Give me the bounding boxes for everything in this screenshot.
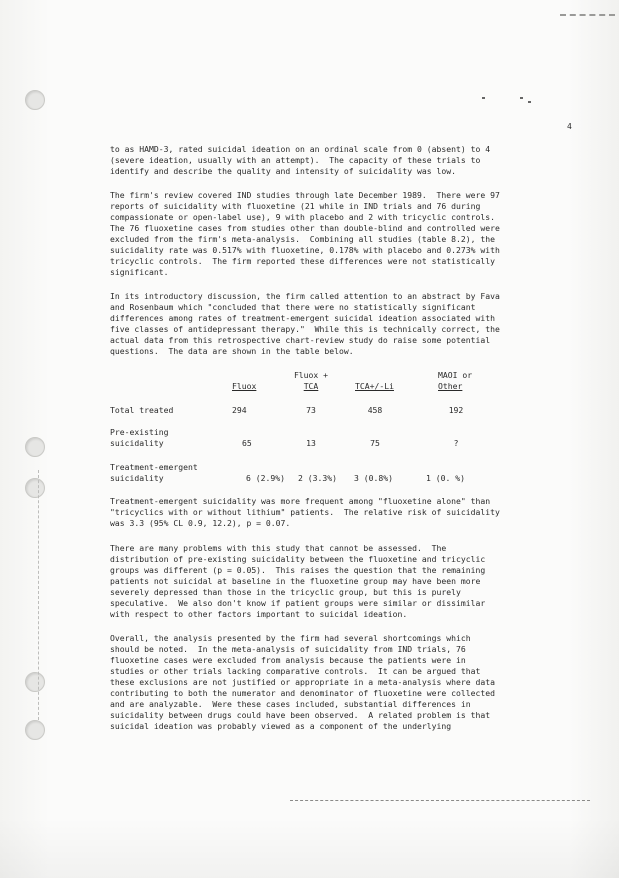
col-header-tca-li: TCA+/-Li: [355, 381, 394, 391]
row-label: Pre-existing: [110, 427, 169, 437]
paragraph: Treatment-emergent suicidality was more frequent among "fluoxetine alone" than "tricyclics with or without lithium" patients. The relative risk of suicidality was 3.3 (95% CL 0.9, 12.2), p = 0.07.: [110, 496, 500, 528]
table-cell: 458: [367, 405, 383, 415]
scan-speck: [482, 97, 485, 99]
punch-hole: [25, 478, 45, 498]
row-label: suicidality: [110, 473, 164, 483]
paragraph: Overall, the analysis presented by the firm had several shortcomings which should be noted. In the meta-analysis of suicidality from IND trials, 76 fluoxetine cases were excluded from analysis because the patients were in studies or other trials lacking comparative controls. It can be argued that these exclusions are not justified or appropriate in a meta-analysis where data contributing to both the numerator and denominator of fluoxetine were collected and are analyzable. Were these cases included, substantial differences in suicidality between drugs could have been observed. A related problem is that suicidal ideation was probably viewed as a component of the underlying: [110, 633, 495, 731]
col-header-maoi: MAOI or: [438, 370, 473, 380]
punch-hole: [25, 672, 45, 692]
table-cell: 192: [448, 405, 464, 415]
table-cell: 2 (3.3%): [298, 473, 337, 483]
table-cell: 13: [306, 438, 316, 448]
table-cell: 6 (2.9%): [246, 473, 285, 483]
table-cell: 294: [232, 405, 247, 415]
row-label: Total treated: [110, 405, 174, 415]
paragraph: In its introductory discussion, the firm called attention to an abstract by Fava and Rosenbaum which "concluded that there were no statistically significant differences among rates of treatment-emergent suicidal ideation associated with five classes of antidepressant therapy." While this is technically correct, the actual data from this retrospective chart-review study do raise some potential questions. The data are shown in the table below.: [110, 291, 500, 356]
paragraph: The firm's review covered IND studies through late December 1989. There were 97 reports of suicidality with fluoxetine (21 while in IND trials and 76 during compassionate or open-label use), 9 with placebo and 2 with tricyclic controls. The 76 fluoxetine cases from studies other than double-blind and controlled were excluded from the firm's meta-analysis. Combining all studies (table 8.2), the suicidality rate was 0.517% with fluoxetine, 0.178% with placebo and 0.273% with tricyclic controls. The firm reported these differences were not statistically significant.: [110, 190, 500, 277]
table-cell: 73: [306, 405, 316, 415]
page-number: 4: [567, 122, 572, 131]
col-header-fluox: Fluox: [232, 381, 257, 391]
table-cell: 65: [242, 438, 252, 448]
paragraph: There are many problems with this study that cannot be assessed. The distribution of pre-existing suicidality between the fluoxetine and tricyclic groups was different (p = 0.05). This raises the question that the remaining patients not suicidal at baseline in the fluoxetine group may have been more severely depressed than those in the tricyclic group, but this is purely speculative. We also don't know if patient groups were similar or dissimilar with respect to other factors important to suicidal ideation.: [110, 543, 486, 619]
table-cell: 3 (0.8%): [354, 473, 393, 483]
paragraph: to as HAMD-3, rated suicidal ideation on an ordinal scale from 0 (absent) to 4 (severe ideation, usually with an attempt). The capacity of these trials to identify and describe the quality and intensity of suicidality was low.: [110, 144, 491, 176]
row-label: Treatment-emergent: [110, 462, 198, 472]
punch-hole: [25, 90, 45, 110]
data-table: [110, 370, 585, 488]
scan-mark: [560, 14, 615, 18]
row-label: suicidality: [110, 438, 164, 448]
scan-shadow: [0, 818, 619, 878]
table-cell: ?: [453, 438, 459, 448]
table-cell: 1 (0. %): [426, 473, 465, 483]
punch-hole: [25, 720, 45, 740]
col-header-maoi: Other: [438, 381, 463, 391]
binding-edge: [38, 470, 39, 720]
footer-rule: [290, 800, 590, 801]
col-header-fluox-tca: TCA: [303, 381, 319, 391]
table-cell: 75: [370, 438, 380, 448]
scan-speck: [528, 101, 531, 103]
scan-speck: [520, 97, 523, 99]
col-header-fluox-tca: Fluox +: [293, 370, 329, 380]
punch-hole: [25, 437, 45, 457]
